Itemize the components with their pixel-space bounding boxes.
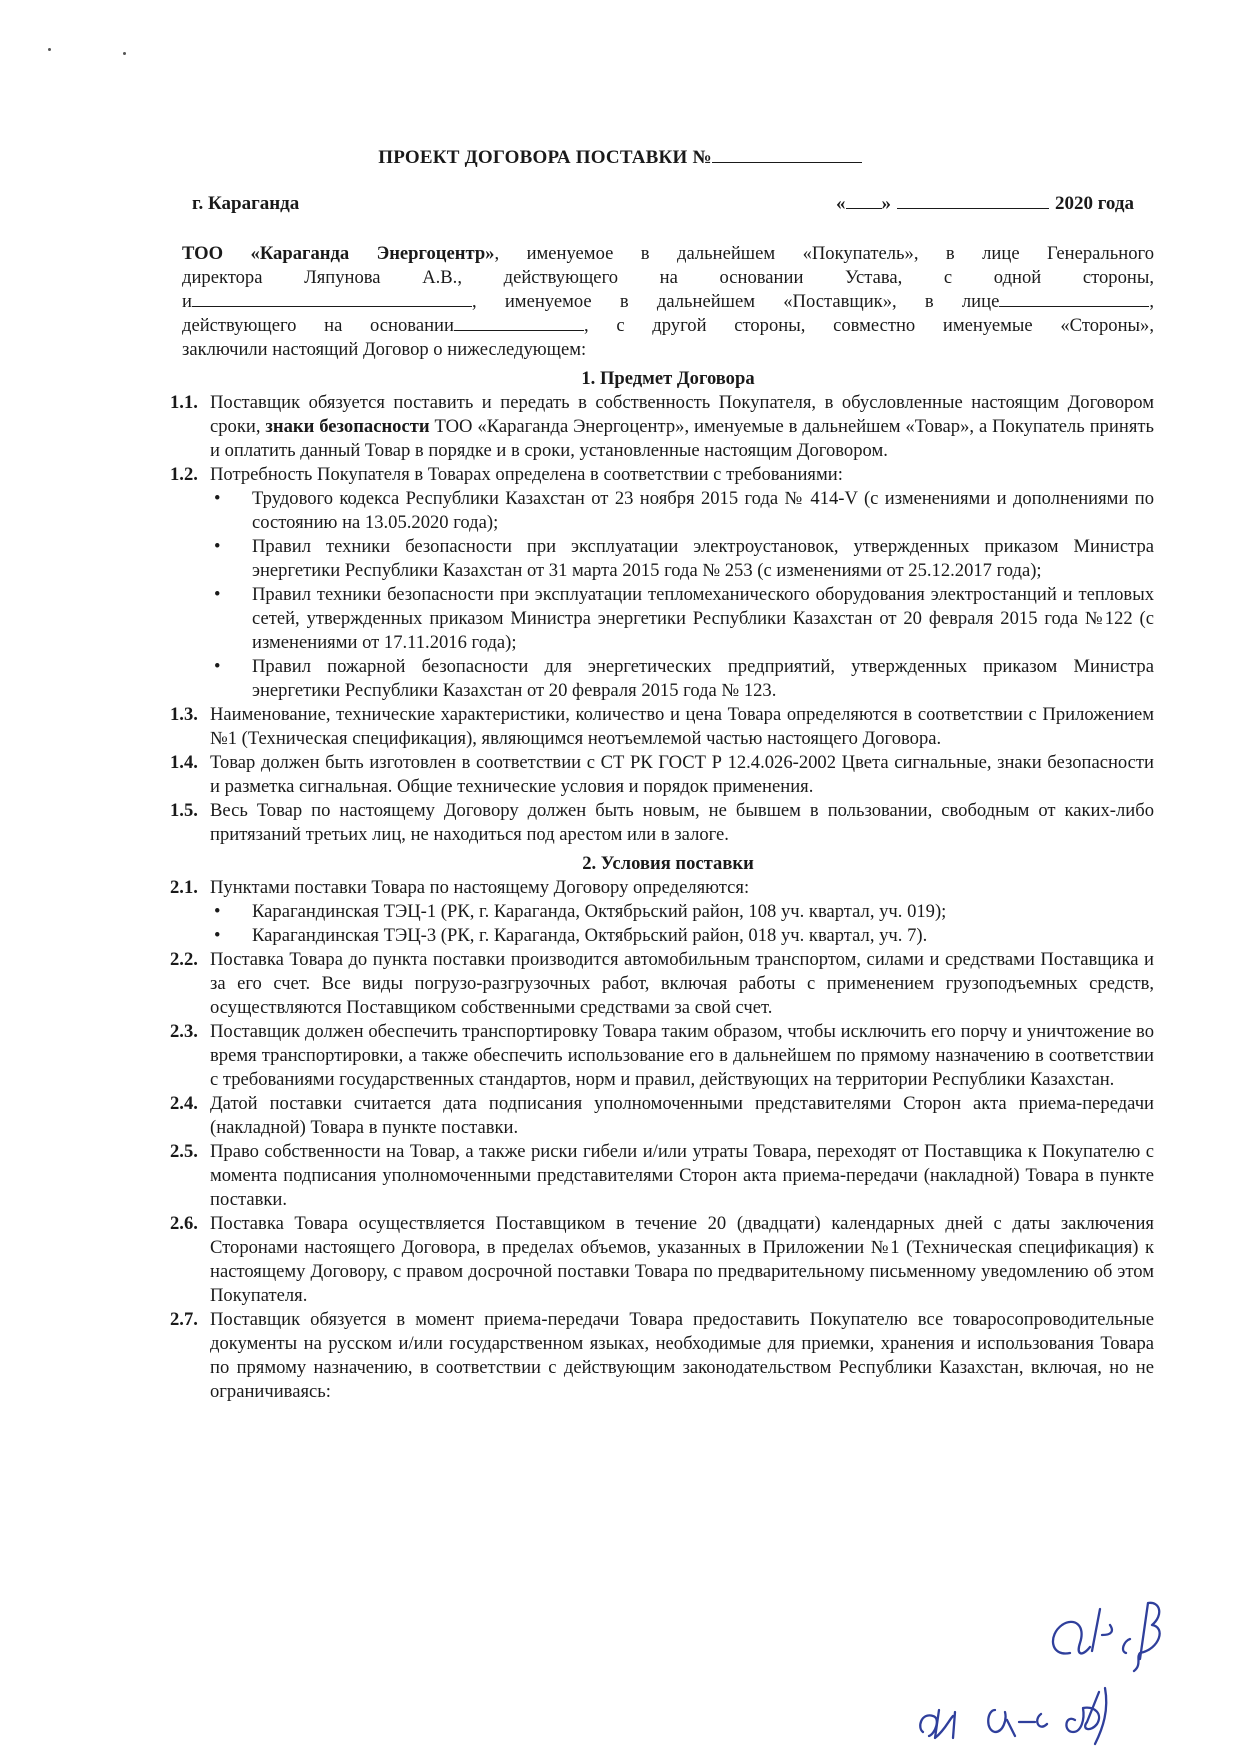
supplier-basis-blank <box>454 315 584 331</box>
clause-number: 1.2. <box>170 464 198 485</box>
initials-signature <box>1040 1595 1170 1680</box>
clause-number: 2.6. <box>170 1213 198 1234</box>
section-title: 2. Условия поставки <box>582 853 754 874</box>
clause <box>170 799 1154 847</box>
bullet-icon: • <box>214 925 221 946</box>
list-item: • Правил техники безопасности при эксплуатации электроустановок, утвержденных приказом Министра энергетики Республики Казахстан от 31 марта 2015 года № 253 (с изменениями от 25.12.2017 года); <box>214 536 1154 581</box>
contract-body <box>170 242 1154 1404</box>
supplier-name-blank <box>192 291 472 307</box>
supplier-representative-blank <box>999 291 1149 307</box>
clause-number: 2.3. <box>170 1021 198 1042</box>
clause <box>170 751 1154 799</box>
clause-text: Товар должен быть изготовлен в соответствии с СТ РК ГОСТ Р 12.4.026-2002 Цвета сигнальные, знаки безопасности и разметка сигнальная. Общие технические условия и порядок применения. <box>210 752 1154 797</box>
clause-number: 1.1. <box>170 392 198 413</box>
clause <box>170 1308 1154 1404</box>
clause-text: Потребность Покупателя в Товарах определена в соответствии с требованиями: <box>210 464 843 485</box>
contract-city: г. Караганда <box>192 193 300 214</box>
clause-number: 1.3. <box>170 704 198 725</box>
clause-text: Поставка Товара до пункта поставки производится автомобильным транспортом, силами и средствами Поставщика и за его счет. Все виды погрузо-разгрузочных работ, включая работы с применением грузоподъемных средств, осуществляются Поставщиком собственными средствами за свой счет. <box>210 949 1154 1018</box>
preamble-line: ТОО «Караганда Энергоцентр», именуемое в дальнейшем «Покупатель», в лице Генерального <box>182 243 1154 264</box>
list-item: • Карагандинская ТЭЦ-3 (РК, г. Караганда, Октябрьский район, 018 уч. квартал, уч. 7). <box>214 925 928 946</box>
list-item: • Карагандинская ТЭЦ-1 (РК, г. Караганда, Октябрьский район, 108 уч. квартал, уч. 019); <box>214 901 947 922</box>
contract-date: « » 2020 года <box>836 193 1134 214</box>
clause <box>170 1092 1154 1140</box>
scan-speck <box>123 52 126 55</box>
clause-number: 1.5. <box>170 800 198 821</box>
bullet-icon: • <box>214 656 221 677</box>
preamble <box>182 242 1154 362</box>
clause-text: Поставщик обязуется поставить и передать в собственность Покупателя, в обусловленные настоящим Договором сроки, знаки безопасности ТОО «Караганда Энергоцентр», именуемые в дальнейшем «Товар», а Покупатель принять и оплатить данный Товар в порядке и в сроки, установленные настоящим Договором. <box>210 392 1154 461</box>
section-title: 1. Предмет Договора <box>581 368 755 389</box>
bullet-icon: • <box>214 584 221 605</box>
clause-text: Поставка Товара осуществляется Поставщиком в течение 20 (двадцати) календарных дней с даты заключения Сторонами настоящего Договора, в пределах объемов, указанных в Приложении №1 (Техническая спецификация) к настоящему Договору, с правом досрочной поставки Товара по предварительному письменному уведомлению об этом Покупателя. <box>210 1213 1154 1306</box>
handwritten-signature <box>915 1680 1165 1755</box>
clause-number: 2.1. <box>170 877 198 898</box>
month-blank <box>897 194 1049 209</box>
clause-text: Датой поставки считается дата подписания уполномоченными представителями Сторон акта приема-передачи (накладной) Товара в пункте поставки. <box>210 1093 1154 1138</box>
bullet-icon: • <box>214 901 221 922</box>
bullet-icon: • <box>214 536 221 557</box>
list-item: • Правил пожарной безопасности для энергетических предприятий, утвержденных приказом Министра энергетики Республики Казахстан от 20 февраля 2015 года № 123. <box>214 656 1154 701</box>
clause <box>170 391 1154 463</box>
contract-number-blank <box>712 146 862 163</box>
list-item: • Правил техники безопасности при эксплуатации тепломеханического оборудования электростанций и тепловых сетей, утвержденных приказом Министра энергетики Республики Казахстан от 20 февраля 2015 года №122 (с изменениями от 17.11.2016 года); <box>214 584 1154 653</box>
clause-text: Поставщик должен обеспечить транспортировку Товара таким образом, чтобы исключить его порчу и уничтожение во время транспортировки, а также обеспечить использование его в дальнейшем по прямому назначению в соответствии с требованиями государственных стандартов, норм и правил, действующих на территории Республики Казахстан. <box>210 1021 1154 1090</box>
preamble-line: заключили настоящий Договор о нижеследующем: <box>182 339 587 360</box>
clause-text: Весь Товар по настоящему Договору должен быть новым, не бывшем в пользовании, свободным от каких-либо притязаний третьих лиц, не находиться под арестом или в залоге. <box>210 800 1154 845</box>
clause <box>170 876 1154 900</box>
scan-speck <box>48 48 51 51</box>
clause-text: Наименование, технические характеристики, количество и цена Товара определяются в соответствии с Приложением №1 (Техническая спецификация), являющимся неотъемлемой частью настоящего Договора. <box>210 704 1154 749</box>
preamble-line: действующего на основании , с другой стороны, совместно именуемые «Стороны», <box>182 315 1154 336</box>
clause-text: Право собственности на Товар, а также риски гибели и/или утраты Товара, переходят от Поставщика к Покупателю с момента подписания уполномоченными представителями Сторон акта приема-передачи (накладной) Товара в пункте поставки. <box>210 1141 1154 1210</box>
day-blank <box>846 194 882 209</box>
clause-text: Пунктами поставки Товара по настоящему Договору определяются: <box>210 877 750 898</box>
clause-text: Поставщик обязуется в момент приема-передачи Товара предоставить Покупателю все товаросопроводительные документы на русском и/или государственном языках, необходимые для приемки, хранения и использования Товара по прямому назначению, в соответствии с действующим законодательством Республики Казахстан, включая, но не ограничиваясь: <box>210 1309 1154 1402</box>
clause <box>170 948 1154 1020</box>
preamble-line: директора Ляпунова А.В., действующего на основании Устава, с одной стороны, <box>182 267 1154 288</box>
contract-title: ПРОЕКТ ДОГОВОРА ПОСТАВКИ № <box>0 146 1240 169</box>
clause <box>170 1212 1154 1308</box>
clause-number: 2.2. <box>170 949 198 970</box>
clause <box>170 1020 1154 1092</box>
list-item: • Трудового кодекса Республики Казахстан от 23 ноября 2015 года № 414-V (с изменениями и дополнениями по состоянию на 13.05.2020 года); <box>214 488 1154 533</box>
clause-number: 1.4. <box>170 752 198 773</box>
clause-number: 2.4. <box>170 1093 198 1114</box>
clause <box>170 1140 1154 1212</box>
clause-number: 2.5. <box>170 1141 198 1162</box>
preamble-line: и , именуемое в дальнейшем «Поставщик», в лице , <box>182 291 1154 312</box>
bullet-icon: • <box>214 488 221 509</box>
clause-number: 2.7. <box>170 1309 198 1330</box>
clause <box>170 703 1154 751</box>
clause <box>170 463 1154 487</box>
